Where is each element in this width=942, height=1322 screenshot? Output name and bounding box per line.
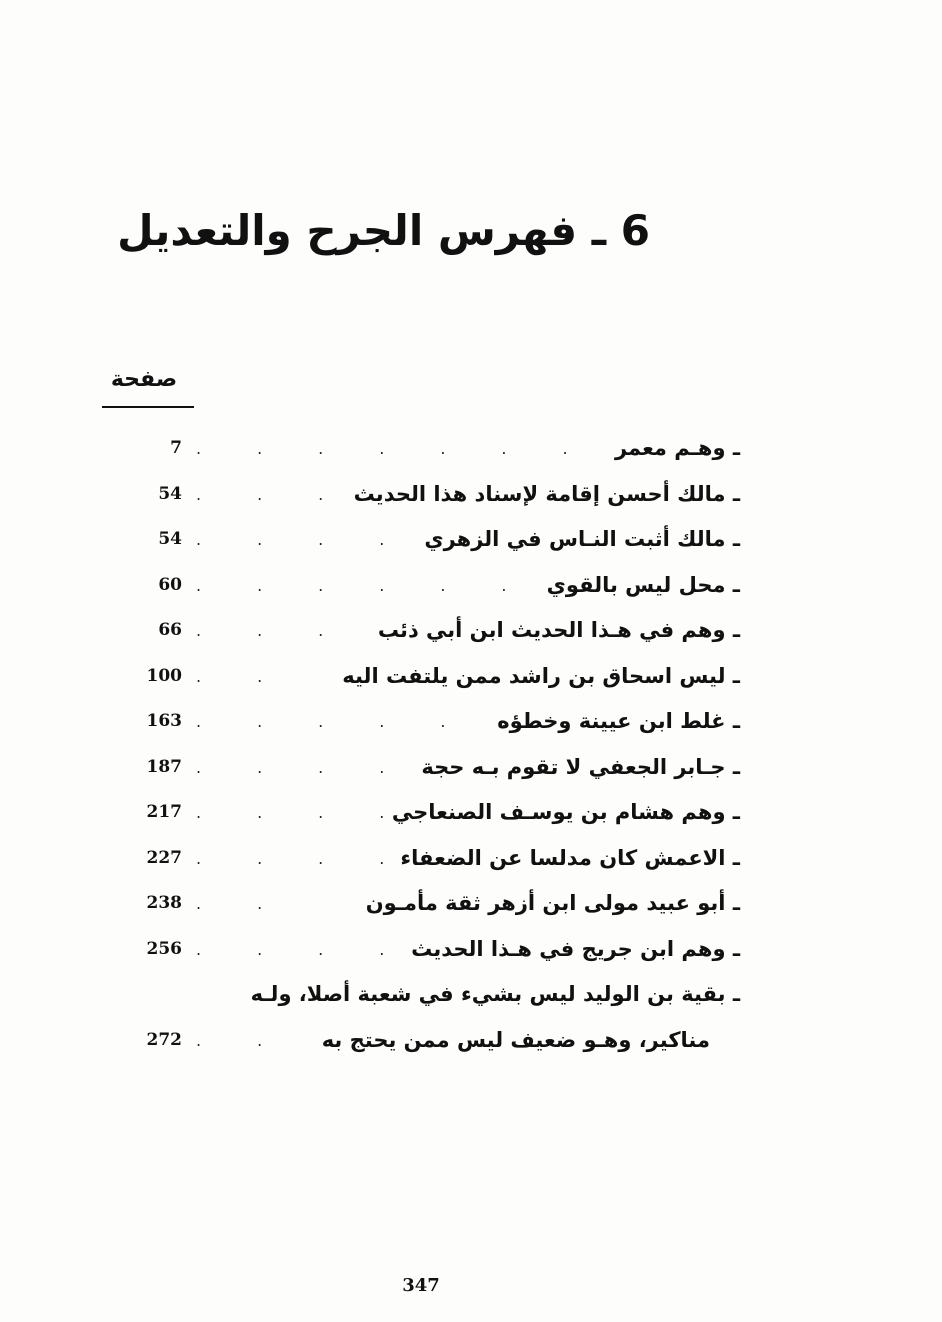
index-entry <box>140 836 740 882</box>
leader-dots: ...... <box>196 575 563 595</box>
entry-text: ـ مالك أحسن إقامة لإسناد هذا الحديث <box>353 481 740 506</box>
entry-text: ـ وهـم معمر <box>614 436 740 460</box>
entry-text: ـ ليس اسحاق بن راشد ممن يلتفت اليه <box>342 663 740 688</box>
entry-page-number: 272 <box>146 1029 182 1050</box>
entry-text-line: مناكير، وهـو ضعيف ليس ممن يحتج به <box>321 1027 710 1052</box>
index-entry <box>140 517 740 563</box>
index-entry <box>140 563 740 609</box>
index-entry <box>140 654 740 700</box>
index-entry <box>140 745 740 791</box>
leader-dots: .. <box>196 666 319 686</box>
entry-text: ـ وهم هشام بن يوسـف الصنعاجي <box>391 800 740 824</box>
leader-dots: .... <box>196 939 441 959</box>
entry-page-number: 187 <box>146 756 182 777</box>
entry-page-number: 100 <box>146 665 182 686</box>
leader-dots: .. <box>196 1030 319 1050</box>
leader-dots: ... <box>196 621 380 640</box>
entry-page-number: 256 <box>146 938 182 959</box>
index-entry <box>140 699 740 745</box>
index-entry <box>140 790 740 836</box>
entry-text: ـ غلط ابن عيينة وخطؤه <box>497 709 740 733</box>
page-column-underline <box>102 406 194 408</box>
index-entry <box>140 972 740 1063</box>
index-entry <box>140 608 740 654</box>
entry-text: ـ الاعمش كان مدلسا عن الضعفاء <box>400 845 740 870</box>
leader-dots: .... <box>196 757 441 777</box>
index-entries <box>140 426 740 1063</box>
entry-page-number: 54 <box>158 483 182 504</box>
leader-dots: .... <box>196 848 441 868</box>
entry-page-number: 7 <box>170 438 182 458</box>
entry-text: ـ جـابر الجعفي لا تقوم بـه حجة <box>421 754 740 779</box>
index-title: 6 ـ فهرس الجرح والتعديل <box>117 206 650 255</box>
entry-text: ـ وهم في هـذا الحديث ابن أبي ذئب <box>377 618 740 642</box>
entry-page-number: 66 <box>158 620 182 640</box>
entry-page-number: 217 <box>146 802 182 822</box>
entry-text-line: ـ بقية بن الوليد ليس بشيء في شعبة أصلا، ولـه <box>250 982 740 1006</box>
index-entry <box>140 472 740 518</box>
entry-text: ـ أبو عبيد مولى ابن أزهر ثقة مأمـون <box>365 891 740 915</box>
entry-text: ـ محل ليس بالقوي <box>546 572 740 597</box>
index-entry <box>140 927 740 973</box>
entry-text: ـ مالك أثبت النـاس في الزهري <box>424 527 740 551</box>
leader-dots: .... <box>196 803 441 822</box>
index-entry <box>140 881 740 927</box>
entry-page-number: 227 <box>146 847 182 868</box>
leader-dots: ... <box>196 484 380 504</box>
page-column-header: صفحة <box>110 367 178 392</box>
entry-page-number: 54 <box>158 529 182 549</box>
leader-dots: ....... <box>196 439 624 458</box>
page-folio-number: 347 <box>402 1275 440 1296</box>
entry-text: ـ وهم ابن جريج في هـذا الحديث <box>411 936 740 961</box>
leader-dots: .... <box>196 530 441 549</box>
leader-dots: ...... <box>196 712 563 731</box>
entry-page-number: 60 <box>158 574 182 595</box>
entry-page-number: 238 <box>146 893 182 913</box>
entry-page-number: 163 <box>146 711 182 731</box>
leader-dots: .. <box>196 894 319 913</box>
index-entry <box>140 426 740 472</box>
